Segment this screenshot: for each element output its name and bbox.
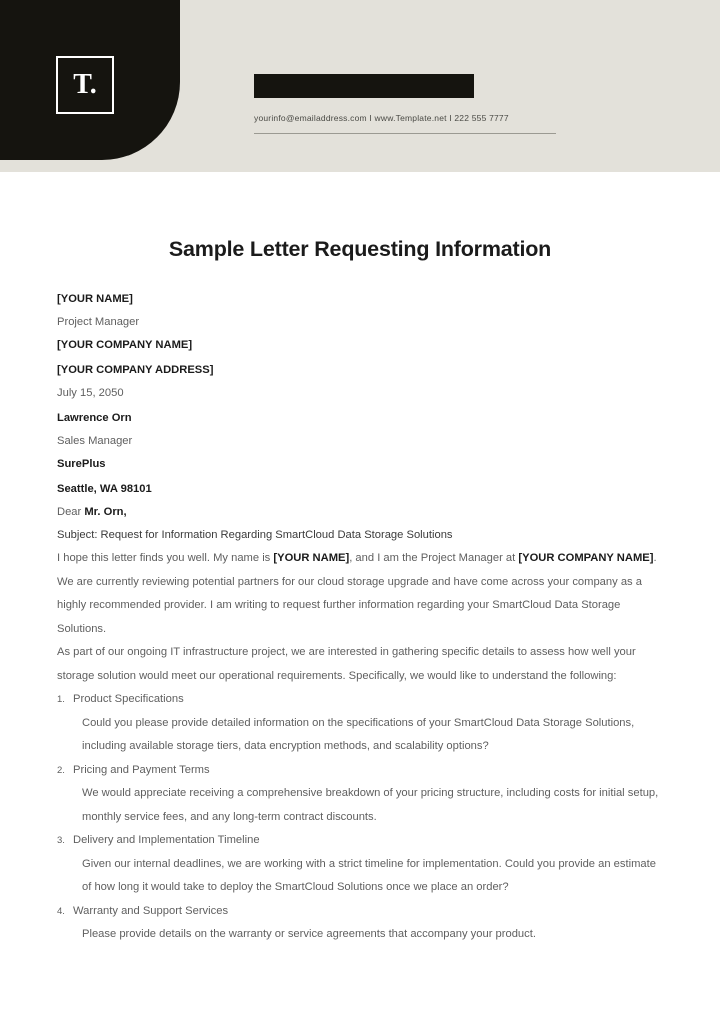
list-item-body: Could you please provide detailed information on the specifications of your SmartCloud Data Storage Solutions, including available storage tiers, data encryption methods, and scalability options? (82, 716, 635, 752)
list-item-number: 3. (57, 835, 65, 846)
list-item-number: 4. (57, 905, 65, 917)
salutation (57, 501, 663, 524)
intro-your-name: [YOUR NAME] (273, 552, 350, 564)
header-title-placeholder-bar (254, 74, 474, 98)
intro-part-1: I hope this letter finds you well. My name is (57, 552, 274, 564)
letter-date: July 15, 2050 (57, 387, 124, 399)
subject-line: Subject: Request for Information Regarding SmartCloud Data Storage Solutions (57, 529, 453, 541)
list-item (57, 829, 663, 900)
list-item-title: Delivery and Implementation Timeline (73, 834, 260, 846)
request-list (57, 688, 663, 947)
intro-paragraph (57, 547, 663, 641)
list-item (57, 900, 663, 947)
list-item-body: We would appreciate receiving a comprehensive breakdown of your pricing structure, including costs for initial setup, monthly service fees, and any long-term contract discounts. (82, 787, 659, 823)
letterhead-header (0, 0, 720, 172)
sender-address: [YOUR COMPANY ADDRESS] (57, 364, 214, 376)
list-item (57, 688, 663, 759)
recipient-company: SurePlus (57, 458, 106, 470)
salutation-name: Mr. Orn, (84, 506, 127, 518)
list-item (57, 759, 663, 830)
sender-company: [YOUR COMPANY NAME] (57, 339, 193, 351)
intro-part-2: , and I am the Project Manager at (349, 552, 519, 564)
recipient-address: Seattle, WA 98101 (57, 483, 152, 495)
logo (56, 56, 114, 114)
second-paragraph: As part of our ongoing IT infrastructure project, we are interested in gathering specific details to assess how well your storage solution would meet our operational requirements. Specifically, we would like to understand the following: (57, 646, 636, 682)
sender-name: [YOUR NAME] (57, 293, 133, 305)
list-item-title: Warranty and Support Services (73, 904, 229, 917)
list-item-title: Product Specifications (73, 693, 184, 705)
list-item-body: Given our internal deadlines, we are working with a strict timeline for implementation. Could you provide an estimate of how long it would take to deploy the SmartCloud Solutions once we place an order? (82, 857, 656, 893)
logo-text: T. (73, 69, 97, 100)
list-item-body: Please provide details on the warranty or service agreements that accompany your product. (82, 928, 536, 940)
document-body (0, 237, 720, 947)
intro-your-company: [YOUR COMPANY NAME] (518, 552, 654, 564)
recipient-role: Sales Manager (57, 435, 133, 447)
header-divider (254, 133, 556, 134)
page-title: Sample Letter Requesting Information (168, 237, 552, 261)
recipient-name: Lawrence Orn (57, 412, 132, 424)
intro-part-3: . We are currently reviewing potential partners for our cloud storage upgrade and have come across your company as a highly recommended provider. I am writing to request further information regarding your SmartCloud Data Storage Solutions. (57, 552, 657, 635)
list-item-number: 2. (57, 764, 65, 776)
sender-role: Project Manager (57, 316, 140, 328)
list-item-number: 1. (57, 694, 65, 705)
header-contact-line: yourinfo@emailaddress.com I www.Template.net I 222 555 7777 (254, 113, 509, 123)
salutation-prefix: Dear (57, 506, 85, 518)
list-item-title: Pricing and Payment Terms (73, 763, 210, 776)
